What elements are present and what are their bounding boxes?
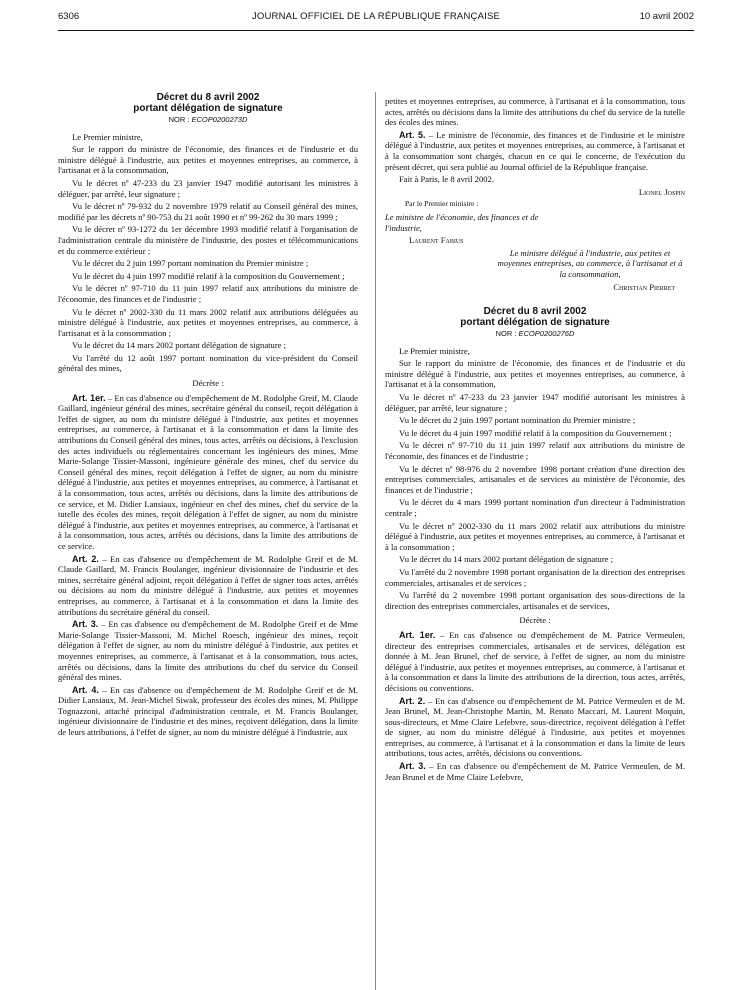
- visa-paragraph: Vu le décret du 2 juin 1997 portant nomination du Premier ministre ;: [72, 258, 309, 269]
- article-text: – Le ministre de l'économie, des finances et de l'industrie et le ministre délégué à l'industrie, aux petites et moyennes entreprises, au commerce, à l'artisanat et à la consommation sont chargés, chacun en ce qui le concerne, de l'exécution du présent décret, qui sera publié au Journal officiel de la République française.: [385, 129, 685, 172]
- visa-paragraph: Vu le décret nº 2002-330 du 11 mars 2002 relatif aux attributions du ministre délégué à l'industrie, aux petites et moyennes entreprises, au commerce, à l'artisanat et à la consommation ;: [385, 520, 685, 552]
- decree1-fait: Fait à Paris, le 8 avril 2002.: [399, 174, 494, 185]
- nor-label: NOR :: [168, 115, 192, 124]
- visa-paragraph: Vu le décret du 14 mars 2002 portant délégation de signature ;: [399, 554, 614, 565]
- article-text: – En cas d'absence ou d'empêchement de M. Patrice Vermeulen, de M. Jean Brunel et de Mme Claire Lefebvre,: [385, 761, 685, 782]
- article-label: Art. 3.: [399, 761, 426, 772]
- decree1-nor: [58, 115, 358, 126]
- minister-title: Le ministre de l'économie, des finances et de l'industrie,: [385, 211, 539, 233]
- article-label: Art. 2.: [399, 695, 426, 706]
- visa-paragraph: Vu le décret nº 47-233 du 23 janvier 1947 modifié autorisant les ministres à déléguer, par arrêté, leur signature ;: [58, 177, 358, 199]
- visa-paragraph: Vu le décret nº 79-932 du 2 novembre 1979 relatif au Conseil général des mines, modifié par les décrets nº 90-753 du 21 août 1990 et nº 99-262 du 30 mars 1999 ;: [58, 201, 358, 222]
- nor-label: NOR :: [495, 329, 519, 339]
- article-paragraph: [58, 393, 358, 552]
- visa-paragraph: Vu le décret nº 97-710 du 11 juin 1997 relatif aux attributions du ministre de l'économie, des finances et de l'industrie ;: [385, 440, 685, 462]
- article-label: Art. 1er.: [72, 392, 106, 403]
- visa-paragraph: Vu le décret nº 98-976 du 2 novembre 1998 portant création d'une direction des entreprises commerciales, artisanales et de services au ministère de l'économie, des finances et de l'industrie ;: [385, 463, 685, 495]
- decree2-title: [385, 306, 685, 328]
- article-paragraph: [385, 630, 685, 694]
- article-text: – En cas d'absence ou d'empêchement de M. Rodolphe Greif et de M. Didier Lansiaux, M. Jean-Michel Siwak, professeur des écoles des mines, M. Philippe Tognazzoni, attaché principal d'administration centrale, et M. Francis Boulanger, ingénieur divisionnaire de l'industrie et des mines, reçoivent délégation, dans la limite de leurs attributions, à l'effet de signer, au nom du ministre délégué à l'industrie, aux: [58, 684, 359, 738]
- article-paragraph: [58, 554, 358, 618]
- journal-title: JOURNAL OFFICIEL DE LA RÉPUBLIQUE FRANÇAISE: [251, 11, 501, 22]
- decree1-title-line2: portant délégation de signature: [133, 103, 283, 114]
- decree1-visas: [58, 144, 358, 374]
- article-text: – En cas d'absence ou d'empêchement de M. Rodolphe Greif et de Mme Marie-Solange Tissier-Massoni, M. Michel Roesch, ingénieur des mines, reçoit délégation à l'effet de signer, au nom du ministre délégué à l'industrie, aux petites et moyennes entreprises, au commerce, à l'artisanat et à la consommation, tous actes, arrêtés ou décisions, dans la limite des attributions du chef du service du Conseil général des mines.: [58, 619, 358, 683]
- signer-pm: Lionel Jospin: [638, 186, 685, 197]
- decree2-nor: [385, 329, 685, 340]
- article-paragraph: [58, 685, 358, 738]
- decree1-article5: [385, 130, 685, 172]
- delegate-title: Le ministre délégué à l'industrie, aux petites et moyennes entreprises, au commerce, à l'artisanat et à la consommation,: [497, 247, 683, 279]
- article-label: Art. 5.: [399, 129, 426, 140]
- decree1-articles: [58, 393, 358, 738]
- visa-paragraph: Sur le rapport du ministre de l'économie, des finances et de l'industrie et du ministre délégué à l'industrie, aux petites et moyennes entreprises, au commerce, à l'artisanat et à la consommation,: [58, 144, 358, 176]
- right-column: [385, 96, 685, 784]
- nor-code: ECOP0200276D: [518, 329, 575, 339]
- delegate-name: Christian Pierret: [613, 281, 675, 292]
- visa-paragraph: Vu l'arrêté du 12 août 1997 portant nomination du vice-président du Conseil général des mines,: [58, 352, 358, 374]
- issue-date: 10 avril 2002: [639, 11, 694, 22]
- visa-paragraph: Vu l'arrêté du 2 novembre 1998 portant organisation de la direction des entreprises commerciales, artisanales et de services ;: [385, 566, 685, 588]
- decree2-title-line1: Décret du 8 avril 2002: [483, 306, 587, 318]
- decree1-decrete: Décrète :: [192, 378, 224, 389]
- par-pm: Par le Premier ministre :: [405, 199, 479, 209]
- decree2-articles: [385, 630, 685, 782]
- visa-paragraph: Vu le décret du 14 mars 2002 portant délégation de signature ;: [72, 340, 287, 351]
- decree1-title-line1: Décret du 8 avril 2002: [156, 92, 260, 103]
- article-paragraph: [385, 130, 685, 172]
- visa-paragraph: Vu l'arrêté du 2 novembre 1998 portant organisation des sous-directions de la direction des entreprises commerciales, artisanales et de services,: [385, 590, 685, 611]
- decree2-title-line2: portant délégation de signature: [460, 317, 610, 329]
- decree1-title: [58, 92, 358, 114]
- decree1-article4-continued: petites et moyennes entreprises, au commerce, à l'artisanat et à la consommation, tous actes, arrêtés ou décisions dans la limite des attributions du chef du service de la tutelle des écoles des mines.: [385, 96, 685, 128]
- visa-paragraph: Vu le décret du 2 juin 1997 portant nomination du Premier ministre ;: [399, 415, 636, 426]
- visa-paragraph: Vu le décret nº 2002-330 du 11 mars 2002 relatif aux attributions déléguées au ministre délégué à l'industrie, aux petites et moyennes entreprises, au commerce, à l'artisanat et à la consommation ;: [58, 306, 358, 338]
- article-text: – En cas d'absence ou d'empêchement de M. Rodolphe Greif et de M. Claude Gaillard, M. Francis Boulanger, ingénieur divisionnaire de l'industrie et des mines, secrétaire général adjoint, reçoit délégation à l'effet de signer tous actes, arrêtés ou décisions au nom du ministre délégué à l'industrie, aux petites et moyennes entreprises, au commerce, à l'artisanat et à la consommation et dans la limite des attributions du secrétaire général du conseil.: [58, 553, 359, 617]
- visa-paragraph: Vu le décret du 4 juin 1997 modifié relatif à la composition du Gouvernement ;: [399, 427, 672, 438]
- article-text: – En cas d'absence ou d'empêchement de M. Patrice Vermeulen et de M. Jean Brunel, M. Jean-Christophe Martin, M. Renato Maccari, M. Laurent Moquin, sous-directeurs, et Mme Claire Lefebvre, sous-directrice, reçoivent délégation à l'effet de signer, au nom du ministre délégué à l'industrie, aux petites et moyennes entreprises, au commerce, à l'artisanat et à la consommation et dans la limite de leurs attributions, tous actes, arrêtés, décisions ou conventions.: [385, 695, 685, 759]
- article-paragraph: [385, 761, 685, 782]
- article-label: Art. 4.: [72, 684, 99, 695]
- article-paragraph: [385, 696, 685, 760]
- decree1-intro: Le Premier ministre,: [72, 131, 143, 142]
- article-paragraph: [58, 619, 358, 683]
- decree2-visas: [385, 358, 685, 611]
- minister-name: Laurent Fabius: [409, 235, 464, 246]
- article-text: – En cas d'absence ou d'empêchement de M. Patrice Vermeulen, directeur des entreprises commerciales, artisanales et de services, délégation est donnée à M. Jean Brunel, chef de service, à l'effet de signer, au nom du ministre délégué à l'industrie, aux petites et moyennes entreprises, au commerce, à l'artisanat et à la consommation et dans la limite des attributions de la direction, tous actes, arrêtés, décisions ou conventions.: [385, 629, 685, 693]
- visa-paragraph: Vu le décret nº 93-1272 du 1er décembre 1993 modifié relatif à l'organisation de l'administration centrale du ministère de l'industrie, des postes et télécommunications et du commerce extérieur ;: [58, 224, 358, 256]
- visa-paragraph: Vu le décret du 4 juin 1997 modifié relatif à la composition du Gouvernement ;: [72, 270, 345, 281]
- decree2-decrete: Décrète :: [519, 615, 551, 626]
- page-number: 6306: [58, 11, 80, 22]
- page-header: [58, 11, 694, 25]
- header-rule: [58, 30, 694, 31]
- article-label: Art. 1er.: [399, 629, 436, 640]
- left-column: [58, 92, 358, 740]
- article-text: – En cas d'absence ou d'empêchement de M. Rodolphe Greif, M. Claude Gaillard, ingénieur général des mines, secrétaire général du conseil, reçoit délégation à l'effet de signer, au nom du ministre délégué à l'industrie, aux petites et moyennes entreprises, au commerce, à l'artisanat et à la consommation et dans la limite des attributions du Conseil général des mines, tous actes, arrêtés ou décisions, à l'exclusion des actes individuels ou réglementaires concernant les ingénieurs des mines, Mme Marie-Solange Tissier-Massoni, ingénieure générale des mines, chef du service du Conseil général des mines, reçoit délégation à l'effet de signer, au nom du ministre délégué à l'industrie, aux petites et moyennes entreprises, au commerce, à l'artisanat et à la consommation, tous actes, arrêtés ou décisions, dans la limite des attributions de ce service, et M. Didier Lansiaux, ingénieur en chef des mines, chef du service de la tutelle des écoles des mines, reçoit délégation à l'effet de signer, au nom du ministre délégué à l'industrie, aux petites et moyennes entreprises, au commerce, à l'artisanat et à la consommation, tous actes, arrêtés ou décisions, dans la limite des attributions de ce service.: [58, 392, 358, 551]
- visa-paragraph: Sur le rapport du ministre de l'économie, des finances et de l'industrie et du ministre délégué à l'industrie, aux petites et moyennes entreprises, au commerce, à l'artisanat et à la consommation,: [385, 358, 685, 390]
- decree2-intro: Le Premier ministre,: [399, 345, 470, 356]
- nor-code: ECOP0200273D: [191, 115, 248, 124]
- article-label: Art. 3.: [72, 619, 99, 630]
- visa-paragraph: Vu le décret nº 47-233 du 23 janvier 1947 modifié autorisant les ministres à déléguer, par arrêté, leur signature ;: [385, 392, 685, 413]
- visa-paragraph: Vu le décret du 4 mars 1999 portant nomination d'un directeur à l'administration centrale ;: [385, 497, 685, 518]
- visa-paragraph: Vu le décret nº 97-710 du 11 juin 1997 relatif aux attributions du ministre de l'économie, des finances et de l'industrie ;: [58, 283, 358, 304]
- article-label: Art. 2.: [72, 553, 99, 564]
- column-divider: [375, 92, 376, 990]
